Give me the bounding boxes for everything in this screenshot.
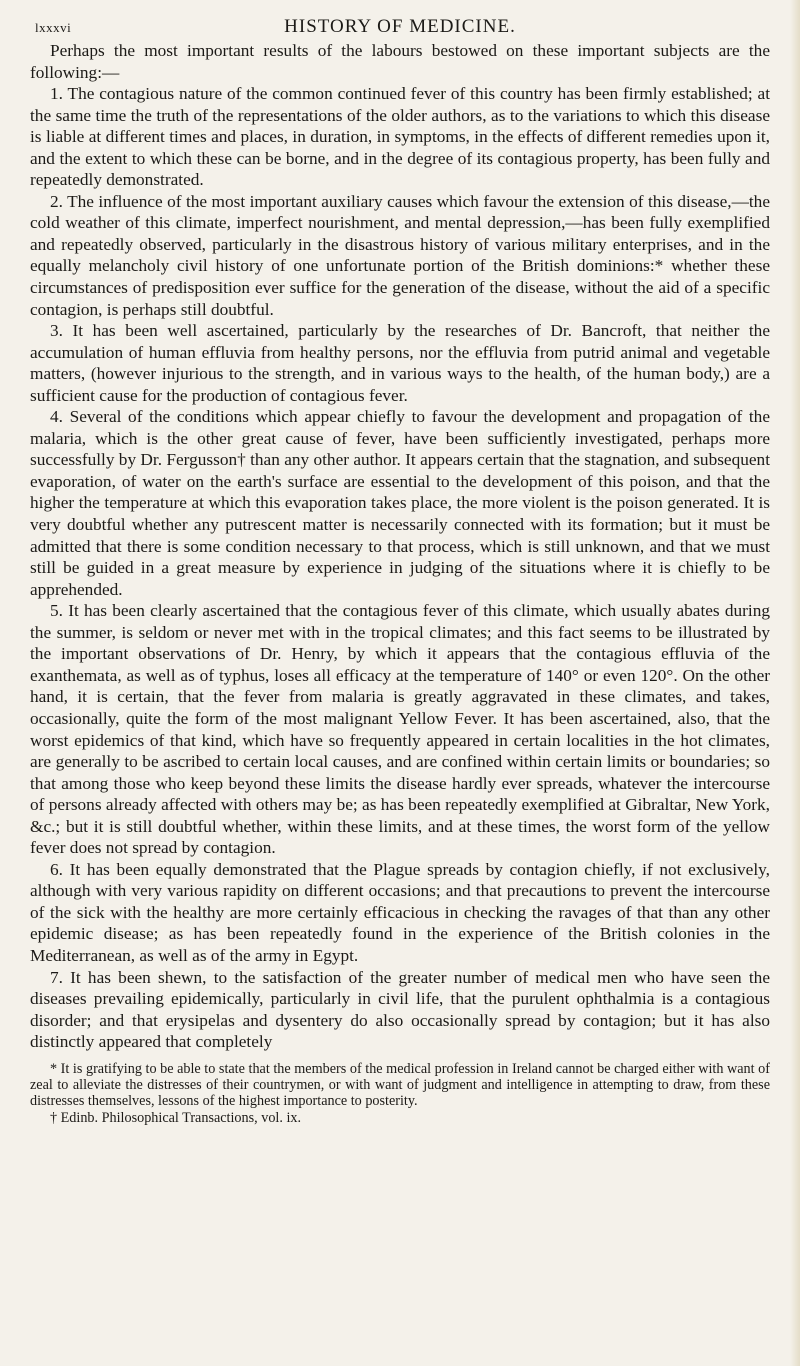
paragraph-2: 2. The influence of the most important auxiliary causes which favour the extension of this disease,—the cold weather of this climate, imperfect nourishment, and mental depression,—has been fully exemplified and repeatedly observed, particularly in the disastrous history of various military enterprises, and in the equally melancholy civil history of one unfortunate portion of the British dominions:* whether these circumstances of predisposition ever suffice for the generation of the disease, without the aid of a specific contagion, is perhaps still doubtful.: [30, 191, 770, 319]
footnote-asterisk: * It is gratifying to be able to state that the members of the medical profession in Ireland cannot be charged either with want of zeal to alleviate the distresses of their countrymen, or with want of judgment and intelligence in attempting to draw, from these distresses themselves, lessons of the highest importance to posterity.: [30, 1060, 770, 1110]
book-page: [30, 0, 770, 1126]
page-number: lxxxvi: [35, 20, 72, 35]
footnote-dagger: † Edinb. Philosophical Transactions, vol. ix.: [50, 1109, 302, 1126]
paragraph-intro: Perhaps the most important results of the labours bestowed on these important subjects are the following:—: [30, 41, 770, 82]
paragraph-6: 6. It has been equally demonstrated that the Plague spreads by contagion chiefly, if not exclusively, although with very various rapidity on different occasions; and that precautions to prevent the intercourse of the sick with the healthy are more certainly efficacious in checking the ravages of that than any other epidemic disease; as has been repeatedly found in the experience of the British colonies in the Mediterranean, as well as of the army in Egypt.: [30, 859, 770, 965]
paragraph-5: 5. It has been clearly ascertained that the contagious fever of this climate, which usually abates during the summer, is seldom or never met with in the tropical climates; and this fact seems to be illustrated by the important observations of Dr. Henry, by which it appears that the contagious effluvia of the exanthemata, as well as of typhus, loses all efficacy at the temperature of 140° or even 120°. On the other hand, it is certain, that the fever from malaria is greatly aggravated in these climates, and takes, occasionally, quite the form of the most malignant Yellow Fever. It has been ascertained, also, that the worst epidemics of that kind, which have so frequently appeared in certain localities in the hot climates, are generally to be ascribed to certain local causes, and are confined within certain limits or boundaries; so that among those who keep beyond these limits the disease hardly ever spreads, whatever the intercourse of persons already affected with others may be; as has been repeatedly exemplified at Gibraltar, New York, &c.; but it is still doubtful whether, within these limits, and at these times, the worst form of the yellow fever does not spread by contagion.: [30, 601, 770, 858]
body-text: [30, 40, 770, 1053]
paragraph-1: 1. The contagious nature of the common continued fever of this country has been firmly established; at the same time the truth of the representations of the older authors, as to the variations to which this disease is liable at different times and places, in duration, in symptoms, in the effects of different remedies upon it, and the extent to which these can be borne, and in the degree of its contagious property, has been fully and repeatedly demonstrated.: [30, 84, 770, 190]
book-spine-shadow: [790, 0, 800, 1366]
running-head: [30, 8, 770, 38]
paragraph-7: 7. It has been shewn, to the satisfaction of the greater number of medical men who have seen the diseases prevailing epidemically, particularly in civil life, that the purulent ophthalmia is a contagious disorder; and that erysipelas and dysentery do also occasionally spread by contagion; but it has also distinctly appeared that completely: [30, 967, 770, 1052]
paragraph-3: 3. It has been well ascertained, particularly by the researches of Dr. Bancroft, that neither the accumulation of human effluvia from healthy persons, nor the effluvia from putrid animal and vegetable matters, (however injurious to the strength, and in various ways to the health, of the human body,) are a sufficient cause for the production of contagious fever.: [30, 321, 770, 405]
running-title: HISTORY OF MEDICINE.: [284, 16, 516, 37]
footnotes: [30, 1061, 770, 1126]
paragraph-4: 4. Several of the conditions which appear chiefly to favour the development and propagation of the malaria, which is the other great cause of fever, have been sufficiently investigated, perhaps more successfully by Dr. Fergusson† than any other author. It appears certain that the stagnation, and subsequent evaporation, of water on the earth's surface are essential to the development of this poison, and that the higher the temperature at which this evaporation takes place, the more violent is the poison generated. It is very doubtful whether any putrescent matter is necessarily connected with its formation; but it must be admitted that there is some condition necessary to that process, which is still unknown, and that we must still be guided in a great measure by experience in judging of the situations where it is chiefly to be apprehended.: [30, 407, 770, 599]
